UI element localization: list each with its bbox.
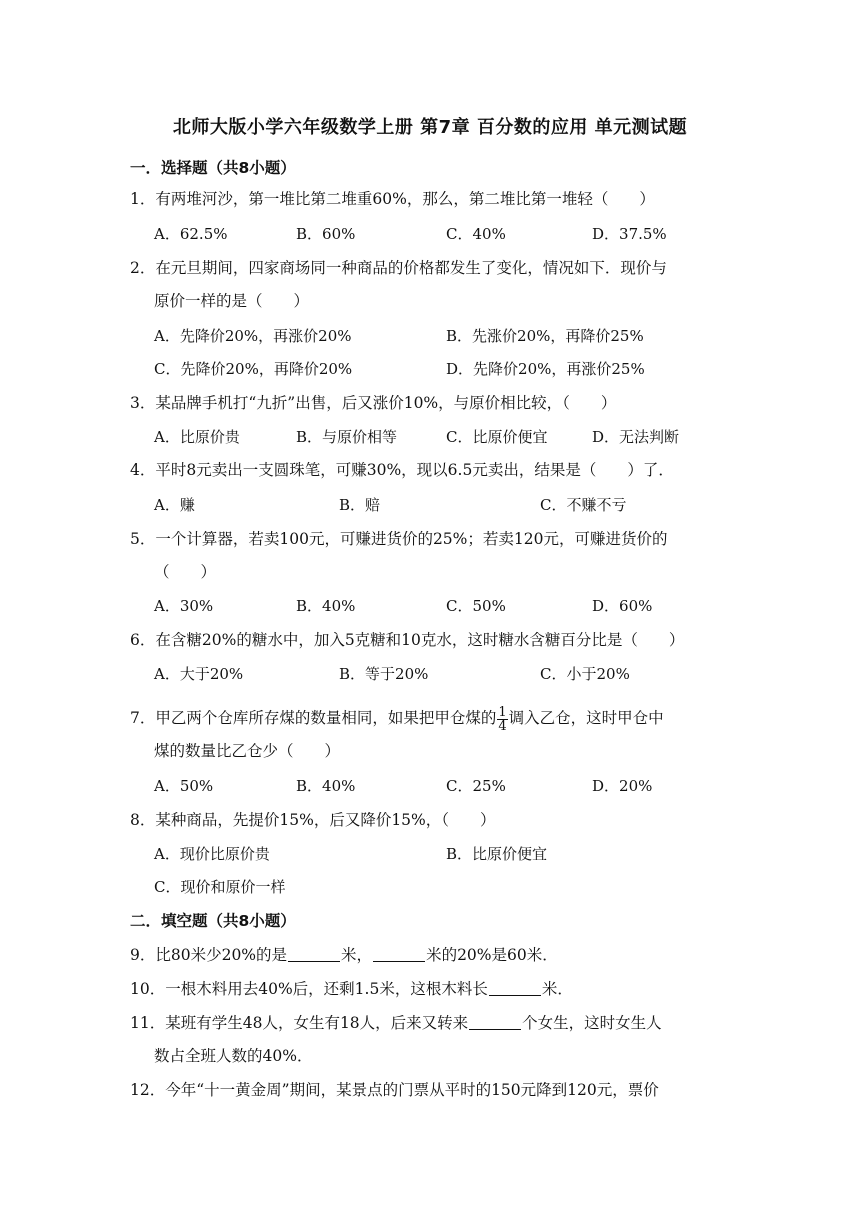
q5-option-a: A．30% (154, 597, 214, 615)
question-9-part2: 米， (341, 946, 373, 964)
q4-option-c: C．不赚不亏 (540, 496, 627, 514)
q5-option-b: B．40% (296, 597, 356, 615)
fraction-denominator: 4 (498, 718, 507, 734)
question-4: 4．平时8元卖出一支圆珠笔，可赚30%，现以6.5元卖出，结果是（ ）了． (130, 461, 674, 479)
q7-option-a: A．50% (154, 777, 214, 795)
q8-option-a: A．现价比原价贵 (154, 845, 270, 863)
question-11-part1: 11．某班有学生48人，女生有18人，后来又转来 (130, 1014, 469, 1032)
answer-blank[interactable] (288, 945, 340, 962)
question-12: 12．今年“十一黄金周”期间，某景点的门票从平时的150元降到120元，票价 (130, 1081, 659, 1099)
section-heading-fill: 二．填空题（共8小题） (130, 912, 296, 930)
question-10-part1: 10．一根木料用去40%后，还剩1.5米，这根木料长 (130, 980, 488, 998)
question-11-cont: 数占全班人数的40%． (154, 1047, 313, 1065)
section-heading-choice: 一．选择题（共8小题） (130, 159, 296, 177)
question-1: 1．有两堆河沙，第一堆比第二堆重60%，那么，第二堆比第一堆轻（ ） (130, 190, 655, 208)
q2-option-a: A．先降价20%，再涨价20% (154, 327, 352, 345)
question-9-part1: 9．比80米少20%的是 (130, 946, 288, 964)
question-5: 5．一个计算器，若卖100元，可赚进货价的25%；若卖120元，可赚进货价的 (130, 530, 668, 548)
q6-option-c: C．小于20% (540, 665, 630, 683)
q7-option-c: C．25% (446, 777, 506, 795)
question-10-part2: 米． (541, 980, 573, 998)
question-5-cont: （ ） (154, 563, 217, 581)
question-7-part2: 调入乙仓，这时甲仓中 (508, 709, 664, 727)
q4-option-b: B．赔 (339, 496, 381, 514)
q7-option-d: D．20% (592, 777, 653, 795)
q1-option-b: B．60% (296, 225, 356, 243)
question-7-cont: 煤的数量比乙仓少（ ） (154, 742, 341, 760)
question-10 (130, 977, 573, 1001)
fraction-one-quarter (497, 706, 507, 733)
question-11 (130, 1011, 662, 1035)
q2-option-d: D．先降价20%，再涨价25% (446, 360, 645, 378)
q7-option-b: B．40% (296, 777, 356, 795)
q1-option-d: D．37.5% (592, 225, 667, 243)
q1-option-a: A．62.5% (154, 225, 228, 243)
q8-option-c: C．现价和原价一样 (154, 878, 286, 896)
question-9 (130, 943, 558, 967)
q3-option-d: D．无法判断 (592, 428, 680, 446)
q1-option-c: C．40% (446, 225, 506, 243)
question-2-cont: 原价一样的是（ ） (154, 292, 310, 310)
q8-option-b: B．比原价便宜 (446, 845, 548, 863)
question-7-part1: 7．甲乙两个仓库所存煤的数量相同，如果把甲仓煤的 (130, 709, 497, 727)
question-11-part2: 个女生，这时女生人 (522, 1014, 662, 1032)
question-8: 8．某种商品，先提价15%，后又降价15%，（ ） (130, 811, 496, 829)
q5-option-d: D．60% (592, 597, 653, 615)
q6-option-b: B．等于20% (339, 665, 429, 683)
answer-blank[interactable] (373, 945, 425, 962)
q2-option-b: B．先涨价20%，再降价25% (446, 327, 644, 345)
page-title: 北师大版小学六年级数学上册 第7章 百分数的应用 单元测试题 (172, 117, 688, 138)
question-2: 2．在元旦期间，四家商场同一种商品的价格都发生了变化，情况如下．现价与 (130, 259, 667, 277)
question-7 (130, 700, 664, 736)
q3-option-b: B．与原价相等 (296, 428, 398, 446)
answer-blank[interactable] (489, 979, 541, 996)
fraction-numerator: 1 (498, 704, 507, 720)
question-6: 6．在含糖20%的糖水中，加入5克糖和10克水，这时糖水含糖百分比是（ ） (130, 631, 685, 649)
q3-option-c: C．比原价便宜 (446, 428, 548, 446)
answer-blank[interactable] (469, 1013, 521, 1030)
q6-option-a: A．大于20% (154, 665, 244, 683)
q2-option-c: C．先降价20%，再降价20% (154, 360, 353, 378)
q5-option-c: C．50% (446, 597, 506, 615)
question-3: 3．某品牌手机打“九折”出售，后又涨价10%，与原价相比较，（ ） (130, 394, 617, 412)
question-9-part3: 米的20%是60米． (426, 946, 558, 964)
q4-option-a: A．赚 (154, 496, 195, 514)
q3-option-a: A．比原价贵 (154, 428, 240, 446)
